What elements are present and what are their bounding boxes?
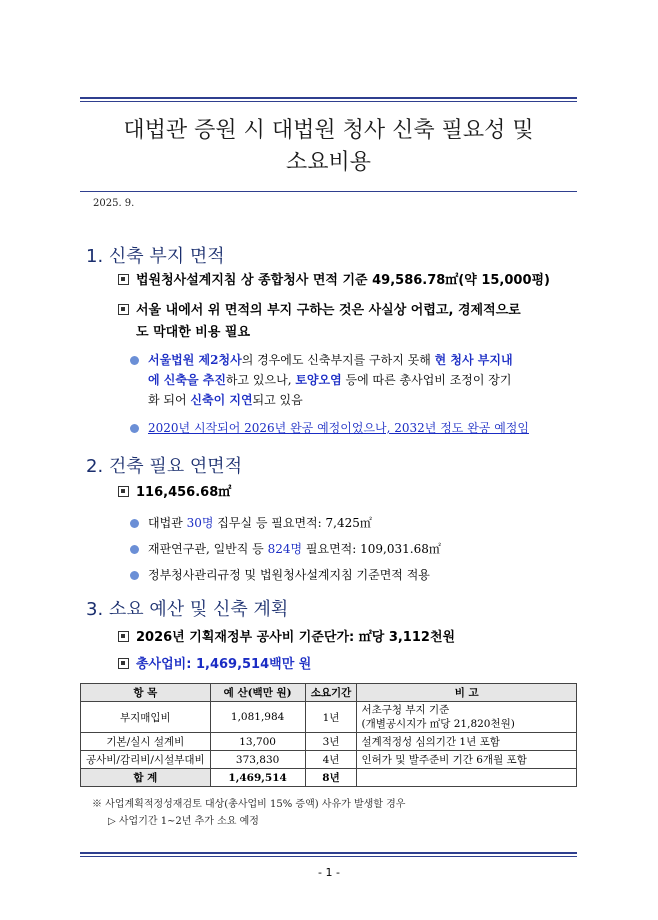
square-bullet-icon bbox=[118, 631, 129, 642]
bottom-rule-thin bbox=[80, 856, 577, 857]
square-bullet-icon bbox=[118, 304, 129, 315]
table-row bbox=[81, 733, 577, 751]
col-header-budget: 예 산(백만 원) bbox=[210, 684, 305, 702]
s1-b1-text-f: 토양오염 bbox=[295, 373, 342, 387]
title-line-1: 대법관 증원 시 대법원 청사 신축 필요성 및 bbox=[123, 118, 534, 143]
s1-item-2-text-2: 도 막대한 비용 필요 bbox=[136, 325, 251, 340]
s1-b1-text-b: 의 경우에도 신축부지를 구하지 못해 bbox=[241, 353, 435, 367]
top-rule bbox=[80, 97, 577, 99]
s2-b2-text-b: 824명 bbox=[267, 542, 303, 556]
section-2-heading bbox=[86, 452, 242, 478]
s3-item-1-text: 2026년 기획재정부 공사비 기준단가: ㎡당 3,112천원 bbox=[136, 630, 456, 645]
table-total-row bbox=[81, 769, 577, 787]
top-rule-thin bbox=[80, 101, 577, 102]
table-row bbox=[81, 702, 577, 733]
document-date: 2025. 9. bbox=[93, 198, 135, 209]
s1-item-2-text-1: 서울 내에서 위 면적의 부지 구하는 것은 사실상 어렵고, 경제적으로 bbox=[136, 303, 521, 318]
document-title bbox=[80, 115, 577, 179]
col-header-item: 항 목 bbox=[81, 684, 211, 702]
row-period: 4년 bbox=[305, 751, 357, 769]
title-line-2: 소요비용 bbox=[285, 150, 371, 175]
row-note-line-2: (개별공시지가 ㎡당 21,820천원) bbox=[361, 718, 515, 730]
s1-b1-text-e: 하고 있으나, bbox=[225, 373, 296, 387]
s1-b1-text-g: 등에 따른 총사업비 조정이 장기 bbox=[341, 373, 512, 387]
row-item: 공사비/감리비/시설부대비 bbox=[81, 751, 211, 769]
row-note: 인허가 및 발주준비 기간 6개월 포함 bbox=[357, 751, 577, 769]
row-period: 3년 bbox=[305, 733, 357, 751]
s2-bullet-3 bbox=[148, 565, 430, 585]
s3-item-1 bbox=[118, 627, 455, 649]
circle-bullet-icon bbox=[130, 356, 139, 365]
s3-item-2 bbox=[118, 654, 311, 676]
s1-bullet-2 bbox=[148, 418, 529, 438]
row-note: 설계적정성 심의기간 1년 포함 bbox=[357, 733, 577, 751]
section-2-number: 2. bbox=[86, 456, 104, 477]
s2-b1-text-a: 대법관 bbox=[148, 516, 187, 530]
s1-item-1 bbox=[118, 270, 550, 292]
page-number: - 1 - bbox=[318, 866, 340, 879]
row-item: 기본/실시 설계비 bbox=[81, 733, 211, 751]
s2-bullet-2 bbox=[148, 539, 441, 559]
s1-b1-text-j: 되고 있음 bbox=[252, 393, 303, 407]
circle-bullet-icon bbox=[130, 545, 139, 554]
title-rule bbox=[80, 191, 577, 192]
circle-bullet-icon bbox=[130, 519, 139, 528]
s2-b2-text-c: 필요면적: 109,031.68㎡ bbox=[302, 542, 441, 556]
s1-b1-text-i: 신축이 지연 bbox=[190, 393, 253, 407]
s1-bullet-1 bbox=[148, 350, 580, 410]
s2-b1-text-b: 30명 bbox=[186, 516, 214, 530]
row-note bbox=[357, 702, 577, 733]
col-header-period: 소요기간 bbox=[305, 684, 357, 702]
budget-table bbox=[80, 683, 577, 787]
table-header-row bbox=[81, 684, 577, 702]
s1-b1-text-h: 화 되어 bbox=[148, 393, 191, 407]
section-1-heading bbox=[86, 242, 225, 268]
row-period: 1년 bbox=[305, 702, 357, 733]
row-item: 부지매입비 bbox=[81, 702, 211, 733]
s3-item-2-text: 총사업비: 1,469,514백만 원 bbox=[136, 657, 312, 672]
total-period: 8년 bbox=[305, 769, 357, 787]
row-note-line-1: 서초구청 부지 기준 bbox=[361, 704, 450, 716]
section-3-title: 소요 예산 및 신축 계획 bbox=[108, 599, 289, 620]
s2-b3-text: 정부청사관리규정 및 법원청사설계지침 기준면적 적용 bbox=[148, 568, 430, 582]
s2-item-1 bbox=[118, 482, 231, 504]
bottom-rule bbox=[80, 852, 577, 854]
circle-bullet-icon bbox=[130, 571, 139, 580]
square-bullet-icon bbox=[118, 658, 129, 669]
row-budget: 373,830 bbox=[210, 751, 305, 769]
s1-item-2 bbox=[118, 300, 583, 344]
footnote-1: ※ 사업계획적정성재검토 대상(총사업비 15% 증액) 사유가 발생할 경우 bbox=[92, 799, 406, 810]
completion-schedule-text: 2020년 시작되어 2026년 완공 예정이었으나, 2032년 정도 완공 예정임 bbox=[148, 421, 529, 435]
section-3-number: 3. bbox=[86, 599, 104, 620]
section-2-title: 건축 필요 연면적 bbox=[108, 456, 243, 477]
s2-item-1-text: 116,456.68㎡ bbox=[136, 485, 232, 500]
row-budget: 13,700 bbox=[210, 733, 305, 751]
s1-item-1-text: 법원청사설계지침 상 종합청사 면적 기준 49,586.78㎡(약 15,000평) bbox=[136, 273, 551, 288]
section-1-number: 1. bbox=[86, 246, 104, 267]
s2-b1-text-c: 집무실 등 필요면적: 7,425㎡ bbox=[213, 516, 372, 530]
s1-b1-text-c: 현 청사 부지내 bbox=[434, 353, 513, 367]
circle-bullet-icon bbox=[130, 424, 139, 433]
seoul-court-2nd-building: 서울법원 제2청사 bbox=[148, 353, 242, 367]
square-bullet-icon bbox=[118, 486, 129, 497]
section-3-heading bbox=[86, 595, 288, 621]
total-note bbox=[357, 769, 577, 787]
col-header-note: 비 고 bbox=[357, 684, 577, 702]
s1-b1-text-d: 에 신축을 추진 bbox=[148, 373, 226, 387]
footnote-2: ▷ 사업기간 1~2년 추가 소요 예정 bbox=[108, 816, 259, 827]
square-bullet-icon bbox=[118, 274, 129, 285]
section-1-title: 신축 부지 면적 bbox=[108, 246, 225, 267]
s2-bullet-1 bbox=[148, 513, 372, 533]
total-budget: 1,469,514 bbox=[210, 769, 305, 787]
table-row bbox=[81, 751, 577, 769]
total-label: 합 계 bbox=[81, 769, 211, 787]
row-budget: 1,081,984 bbox=[210, 702, 305, 733]
s2-b2-text-a: 재판연구관, 일반직 등 bbox=[148, 542, 268, 556]
